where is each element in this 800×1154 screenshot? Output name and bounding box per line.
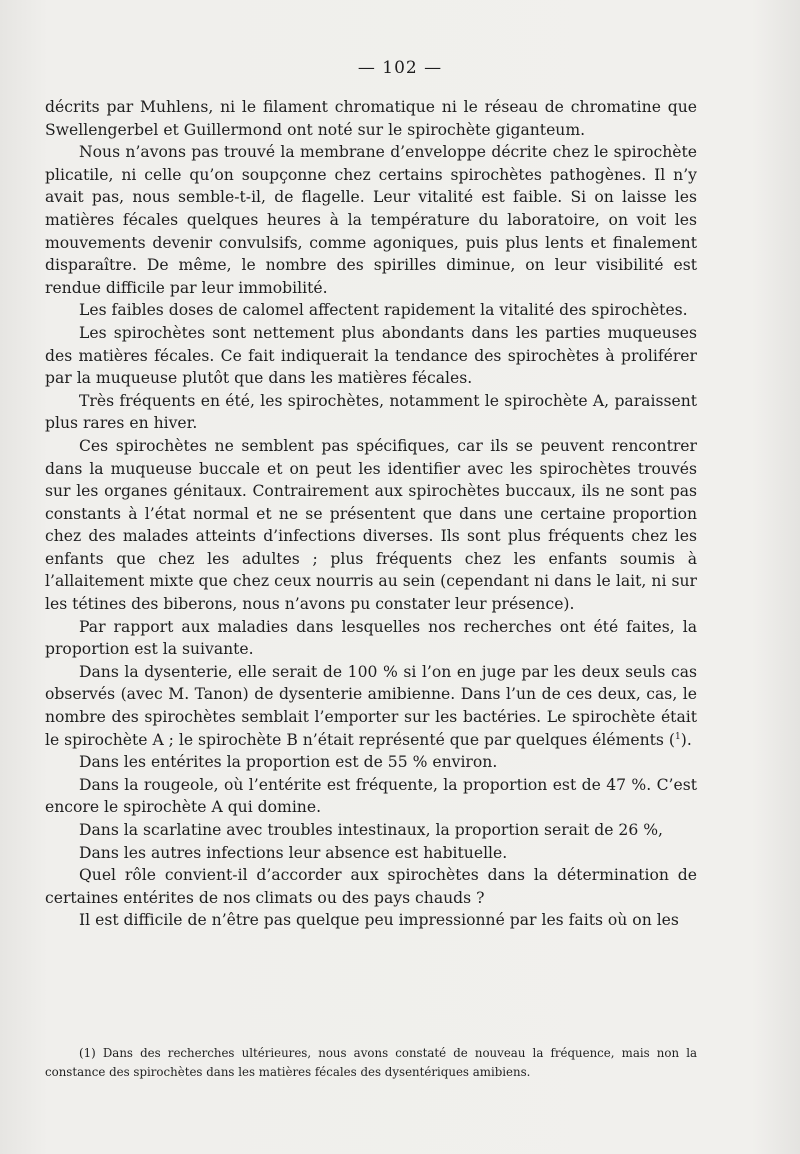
footnote-reference-suffix: . — [686, 730, 692, 749]
footnote-body: Dans des recherches ultérieures, nous avons constaté de nouveau la fréquence, mais non la constance des spirochètes dans les matières fécales des dysentériques amibiens. — [45, 1046, 698, 1079]
paragraph: Nous n’avons pas trouvé la membrane d’enveloppe décrite chez le spirochète plicatile, ni celle qu’on soupçonne chez certains spirochètes pathogènes. Il n’y avait pas, nous semble-t-il, de flagelle. Leur vitalité est faible. Si on laisse les matières fécales quelques heures à la température du laboratoire, on voit les mouvements devenir convulsifs, comme agoniques, puis plus lents et finalement disparaître. De même, le nombre des spirilles diminue, on leur visibilité est rendue difficile par leur immobilité. — [45, 143, 697, 297]
paragraph: Il est difficile de n’être pas quelque peu impressionné par les faits où on les — [79, 911, 679, 930]
footnote-text — [45, 1044, 697, 1082]
paragraph-with-footnote: Dans la dysenterie, elle serait de 100 % si l’on en juge par les deux seuls cas observés (avec M. Tanon) de dysenterie amibienne. Dans l’un de ces deux, cas, le nombre des spirochètes semblait l’emporter sur les bactéries. Le spirochète était le spirochète A ; le spirochète B n’était représenté que par quelques éléments ($^1$). — [45, 662, 697, 749]
paragraph: Les spirochètes sont nettement plus abondants dans les parties muqueuses des matières fécales. Ce fait indiquerait la tendance des spirochètes à proliférer par la muqueuse plutôt que dans les matières fécales. — [45, 323, 697, 388]
paragraph: Les faibles doses de calomel affectent rapidement la vitalité des spirochètes. — [79, 301, 688, 320]
body-text — [45, 96, 697, 932]
paragraph: Quel rôle convient-il d’accorder aux spirochètes dans la détermination de certaines entérites de nos climats ou des pays chauds ? — [45, 866, 697, 907]
paragraph: décrits par Muhlens, ni le filament chromatique ni le réseau de chromatine que Swellengerbel et Guillermond ont noté sur le spirochète giganteum. — [45, 98, 697, 139]
paragraph: Dans les entérites la proportion est de 55 % environ. — [79, 753, 498, 772]
paragraph: Très fréquents en été, les spirochètes, notamment le spirochète A, paraissent plus rares en hiver. — [45, 391, 697, 433]
footnote — [45, 1044, 697, 1082]
paragraph: Dans la scarlatine avec troubles intestinaux, la proportion serait de 26 %, — [79, 821, 663, 839]
page-number: — 102 — — [357, 58, 443, 78]
paragraph: Dans les autres infections leur absence est habituelle. — [79, 843, 508, 862]
paragraph: Ces spirochètes ne semblent pas spécifiques, car ils se peuvent rencontrer dans la muqueuse buccale et on peut les identifier avec les spirochètes trouvés sur les organes génitaux. Contrairement aux spirochètes buccaux, ils ne sont pas constants à l’état normal et ne se présentent que dans une certaine proportion chez des malades atteints d’infections diverses. Ils sont plus fréquents chez les enfants que chez les adultes ; plus fréquents chez les enfants soumis à l’allaitement mixte que chez ceux nourris au sein (cependant ni dans le lait, ni sur les tétines des biberons, nous n’avons pu constater leur présence). — [45, 436, 697, 614]
footnote-marker: (1) — [79, 1046, 96, 1060]
paragraph: Par rapport aux maladies dans lesquelles nos recherches ont été faites, la proportion est la suivante. — [45, 617, 697, 659]
paragraph-text: Dans la dysenterie, elle serait de 100 % si l’on en juge par les deux seuls cas observés (avec M. Tanon) de dysenterie amibienne. Dans l’un de ces deux, cas, le nombre des spirochètes semblait l’emporter sur les bactéries. Le spirochète était le spirochète A ; le spirochète B n’était représenté que par quelques éléments — [45, 662, 697, 749]
paragraph: Dans la rougeole, où l’entérite est fréquente, la proportion est de 47 %. C’est encore le spirochète A qui domine. — [45, 775, 697, 817]
footnote-reference: 1 — [674, 731, 681, 742]
